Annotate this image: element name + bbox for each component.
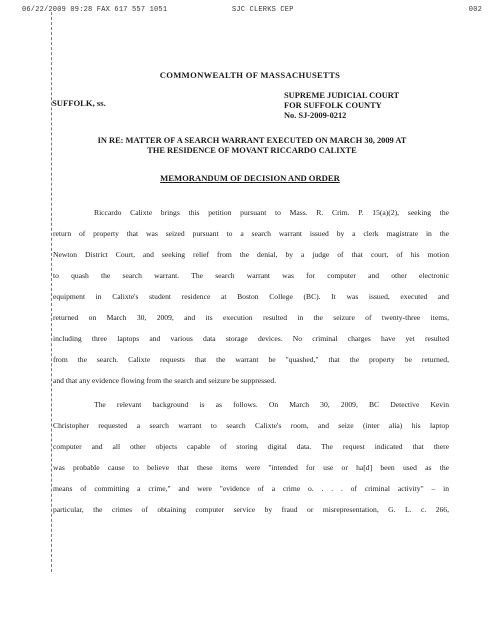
body-line: particular, the crimes of obtaining computer service by fraud or misrepresentation, G. L. c. 266, [53,505,449,514]
caption-county: SUFFOLK, ss. [52,98,106,108]
body-line: including three laptops and various data storage devices. No criminal charges have yet resulted [53,334,449,343]
case-title [52,136,452,156]
body-line: Christopher requested a search warrant to search Calixte's room, and seize (inter alia) his laptop [53,421,449,430]
court-name-line2: FOR SUFFOLK COUNTY [284,101,382,110]
case-title-line1: IN RE: MATTER OF A SEARCH WARRANT EXECUTED ON MARCH 30, 2009 AT [97,136,407,145]
fax-transmission-info: 06/22/2009 09:28 FAX 617 557 1051 [22,6,168,14]
body-line: returned on March 30, 2009, and its execution resulted in the seizure of twenty-three items, [53,313,449,322]
scan-margin-line [51,12,52,572]
fax-sender: SJC CLERKS CEP [232,6,294,14]
docket-number: No. SJ-2009-0212 [284,111,347,120]
body-line: and that any evidence flowing from the search and seizure be suppressed. [53,376,277,385]
caption-state: COMMONWEALTH OF MASSACHUSETTS [159,70,341,80]
body-line: to quash the search warrant. The search warrant was for computer and other electronic [53,271,449,280]
fax-header [22,6,482,14]
case-title-line2: THE RESIDENCE OF MOVANT RICCARDO CALIXTE [147,146,357,155]
body-line: return of property that was seized pursuant to a search warrant issued by a clerk magistrate in the [53,229,449,238]
body-line: computer and all other objects capable of storing digital data. The request indicated that there [53,442,449,451]
body-line: The relevant background is as follows. On March 30, 2009, BC Detective Kevin [94,400,449,409]
court-name-line1: SUPREME JUDICIAL COURT [284,91,400,100]
body-line: equipment in Calixte's student residence at Boston College (BC). It was issued, executed and [53,292,449,301]
body-line: from the search. Calixte requests that the warrant be "quashed," that the property be returned, [53,355,449,364]
body-line: Newton District Court, and seeking relief from the denial, by a judge of that court, of his motion [53,250,449,259]
body-line: means of committing a crime," and were "evidence of a crime o. . . . of criminal activity" – in [53,484,449,493]
body-line: was probable cause to believe that these items were "intended for use or ha[d] been used as the [53,463,449,472]
body-line: Riccardo Calixte brings this petition pursuant to Mass. R. Crim. P. 15(a)(2), seeking the [94,208,449,217]
fax-page-number: 002 [468,6,482,14]
memorandum-title: MEMORANDUM OF DECISION AND ORDER [160,173,340,183]
caption-court [284,91,399,121]
